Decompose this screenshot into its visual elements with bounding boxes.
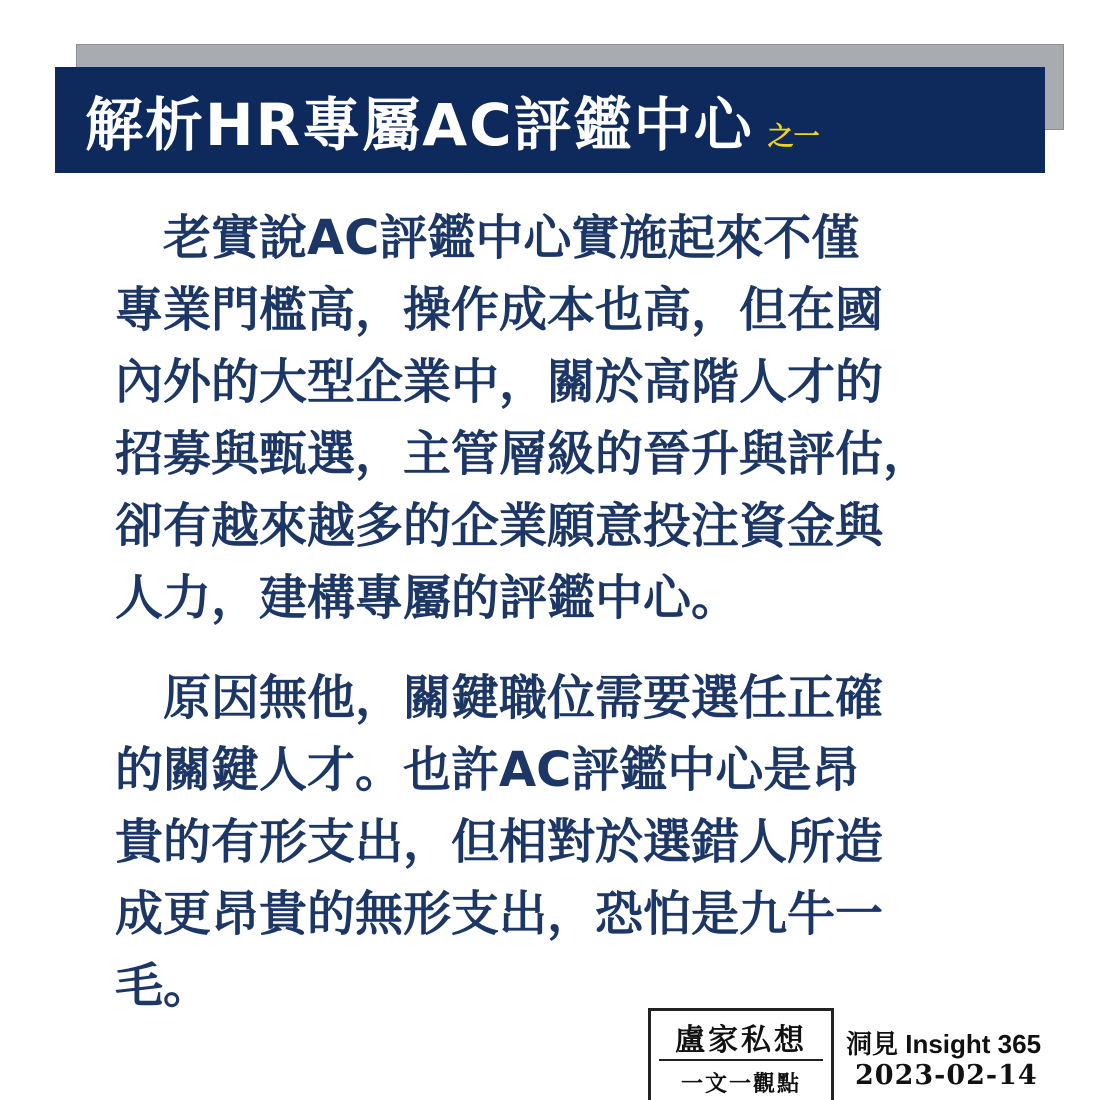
page-title: 解析HR專屬AC評鑑中心 xyxy=(85,91,754,159)
stamp-divider xyxy=(659,1059,823,1061)
brand-stamp xyxy=(648,1008,834,1100)
paragraph-2: 原因無他，關鍵職位需要選任正確 的關鍵人才。也許AC評鑑中心是昂 貴的有形支出，但相對於選錯人所造 成更昂貴的無形支出，恐怕是九牛一 毛。 xyxy=(115,670,884,1014)
title-suffix: 之一 xyxy=(767,121,820,152)
stamp-subtitle: 一文一觀點 xyxy=(680,1071,801,1097)
insight-label: 洞見 Insight 365 xyxy=(846,1029,1042,1059)
stamp-title: 盧家私想 xyxy=(675,1023,807,1058)
article-body xyxy=(115,202,1045,1022)
paragraph-1: 老實說AC評鑑中心實施起來不僅 專業門檻高，操作成本也高，但在國 內外的大型企業中，關於高階人才的 招募與甄選，主管層級的晉升與評估， 卻有越來越多的企業願意投注資金與 人力，建構專屬的評鑑中心。 xyxy=(115,210,932,626)
publish-date: 2023-02-14 xyxy=(855,1060,1038,1091)
title-banner xyxy=(55,67,1045,173)
